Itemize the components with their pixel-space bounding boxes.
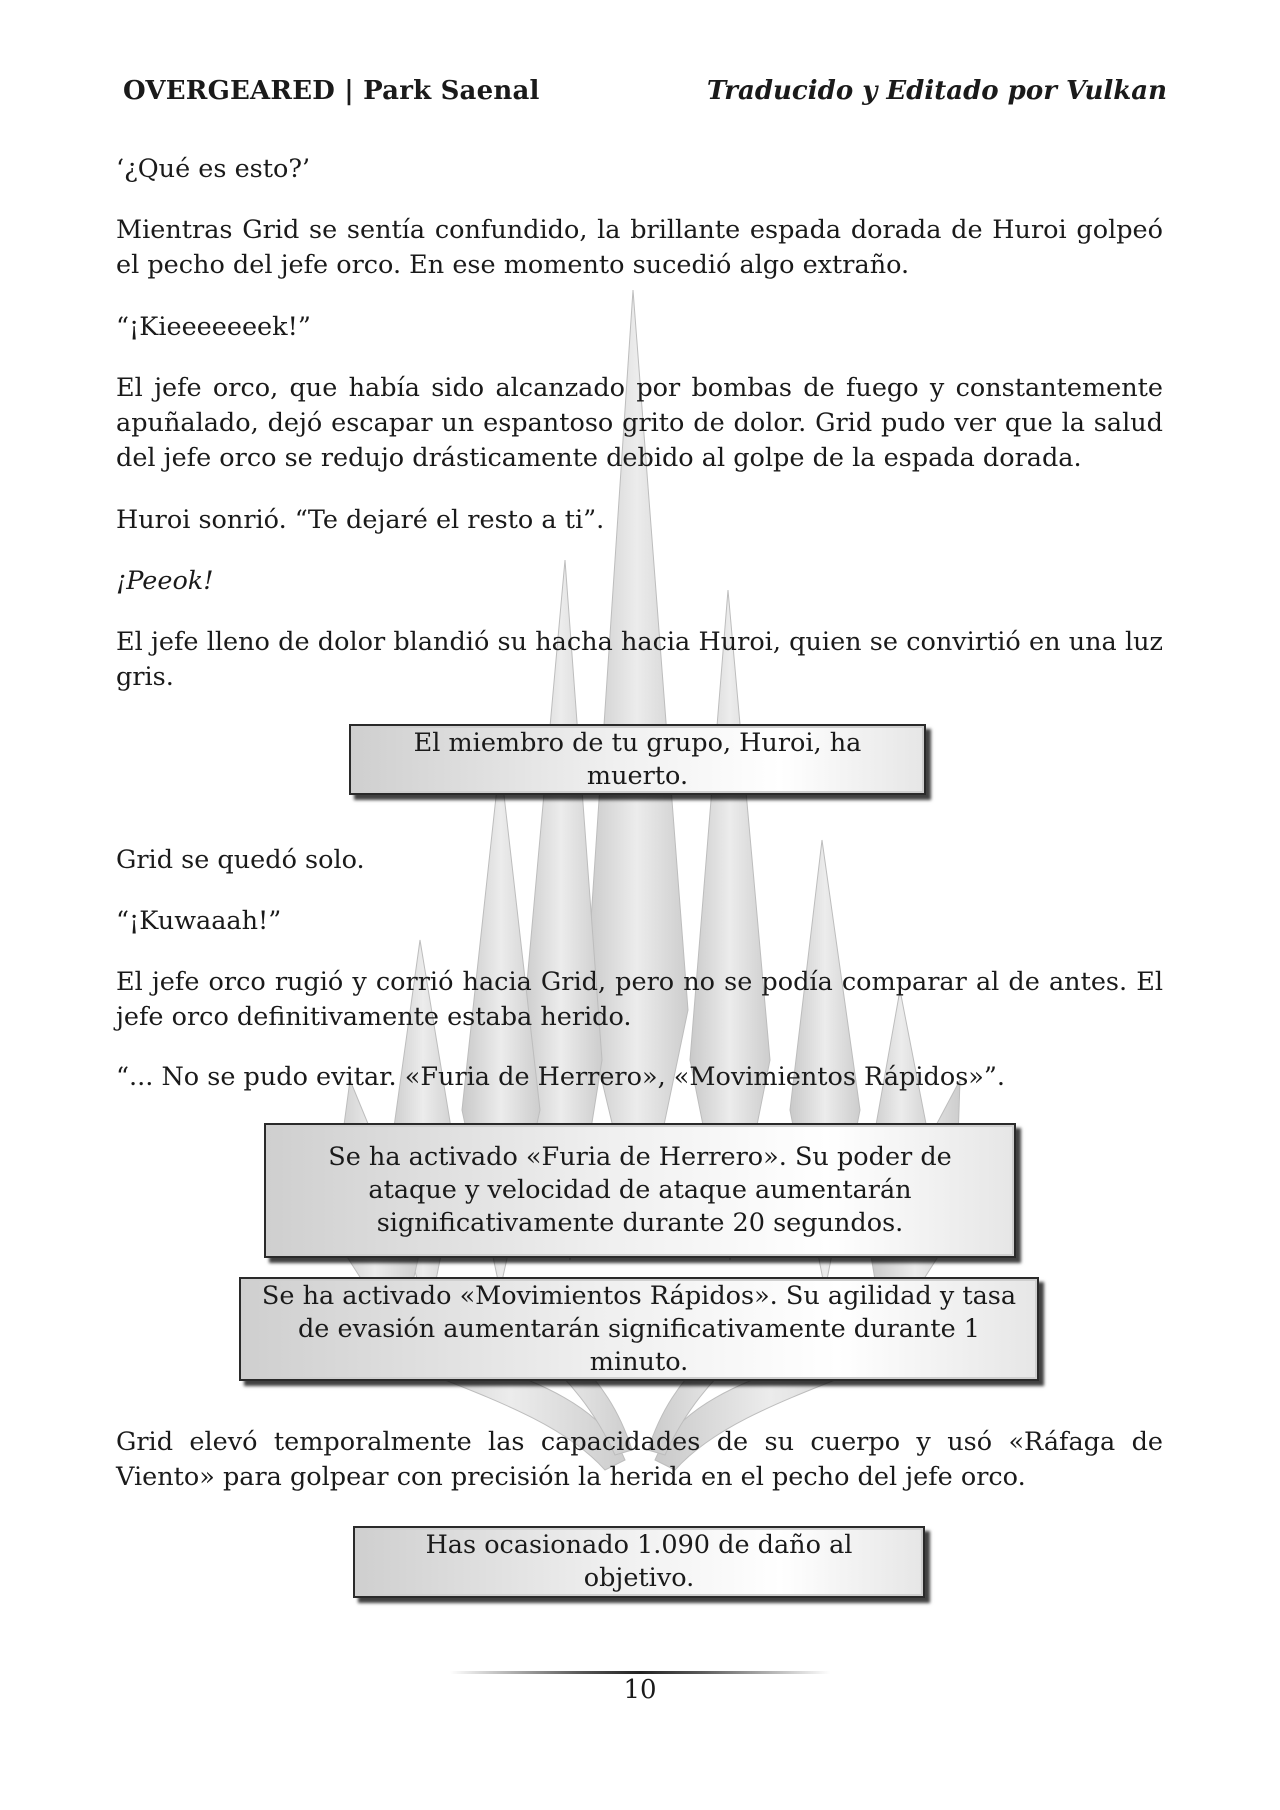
system-notice-box: Has ocasionado 1.090 de daño al objetivo. [353, 1526, 925, 1598]
system-notice-box: Se ha activado «Furia de Herrero». Su poder de ataque y velocidad de ataque aumentarán significativamente durante 20 segundos. [264, 1123, 1016, 1258]
header-credit: Traducido y Editado por Vulkan [706, 76, 1167, 106]
footer-divider [450, 1671, 830, 1674]
paragraph: “¡Kuwaaah!” [116, 906, 282, 936]
paragraph: “... No se pudo evitar. «Furia de Herrero», «Movimientos Rápidos»”. [116, 1062, 1006, 1092]
paragraph: El jefe orco, que había sido alcanzado por bombas de fuego y constantemente apuñalado, dejó escapar un espantoso grito de dolor. Grid pudo ver que la salud del jefe orco se redujo drásticamente debido al golpe de la espada dorada. [116, 373, 1163, 473]
paragraph: Mientras Grid se sentía confundido, la brillante espada dorada de Huroi golpeó el pecho del jefe orco. En ese momento sucedió algo extraño. [116, 215, 1163, 280]
paragraph: Huroi sonrió. “Te dejaré el resto a ti”. [116, 505, 605, 535]
page-number: 10 [623, 1675, 657, 1705]
paragraph: “¡Kieeeeeeek!” [116, 312, 311, 342]
system-notice-box: El miembro de tu grupo, Huroi, ha muerto. [349, 724, 926, 795]
paragraph: ‘¿Qué es esto?’ [116, 154, 311, 184]
paragraph: El jefe lleno de dolor blandió su hacha hacia Huroi, quien se convirtió en una luz gris. [116, 627, 1163, 692]
system-notice-box: Se ha activado «Movimientos Rápidos». Su agilidad y tasa de evasión aumentarán significativamente durante 1 minuto. [239, 1277, 1039, 1381]
paragraph: El jefe orco rugió y corrió hacia Grid, pero no se podía comparar al de antes. El jefe orco definitivamente estaba herido. [116, 967, 1163, 1032]
paragraph: Grid elevó temporalmente las capacidades de su cuerpo y usó «Ráfaga de Viento» para golpear con precisión la herida en el pecho del jefe orco. [116, 1427, 1163, 1492]
paragraph: Grid se quedó solo. [116, 845, 365, 875]
header-title: OVERGEARED | Park Saenal [123, 76, 540, 106]
sound-effect: ¡Peeok! [116, 566, 214, 596]
